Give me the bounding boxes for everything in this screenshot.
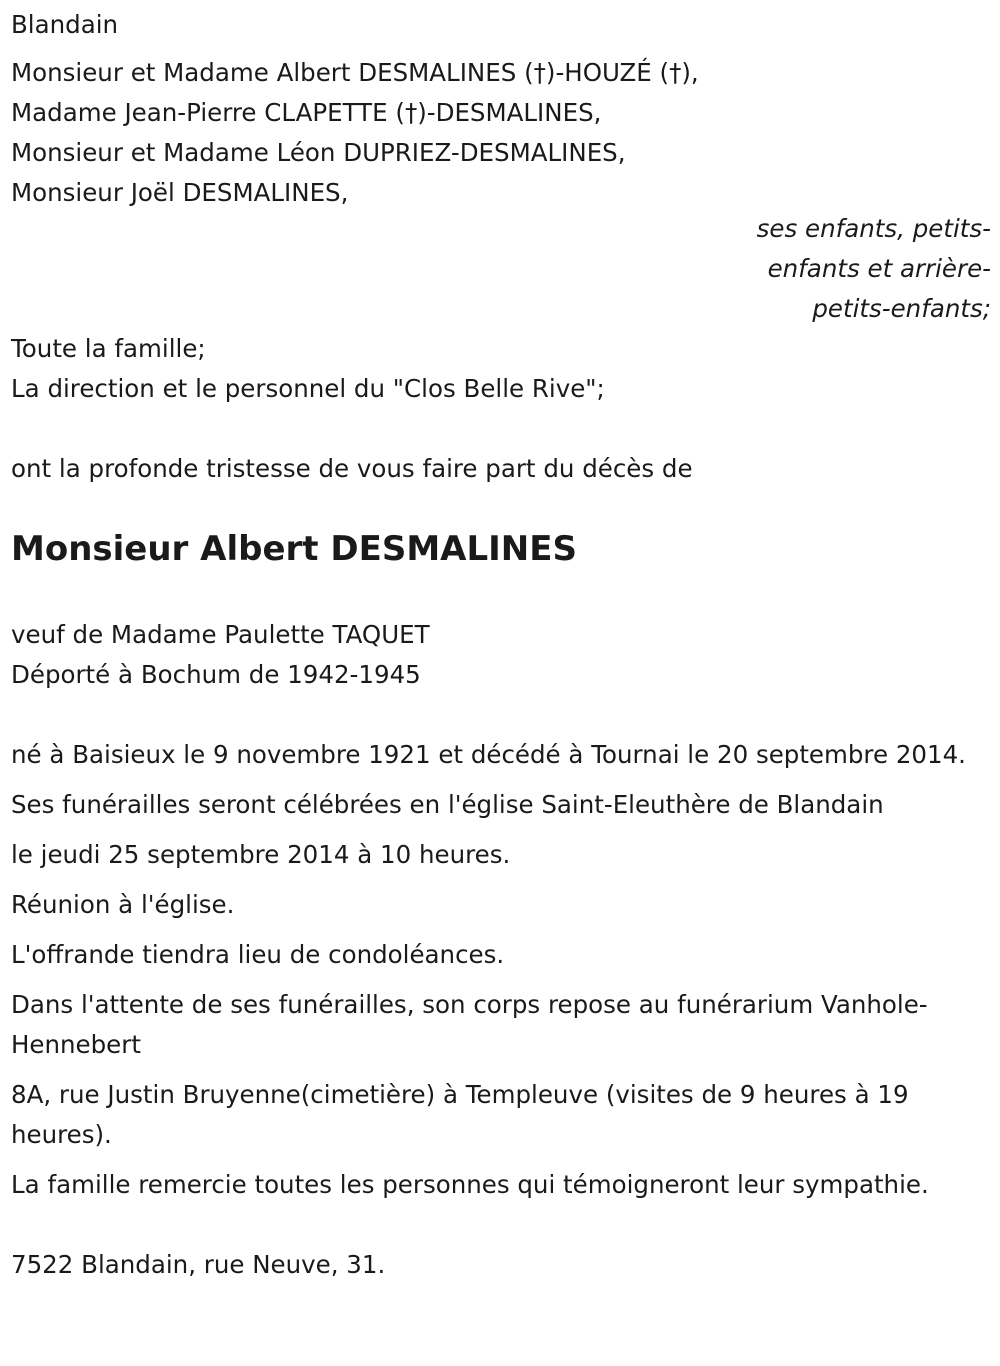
detail-line: Déporté à Bochum de 1942-1945 [11, 660, 421, 689]
detail-line: veuf de Madame Paulette TAQUET [11, 620, 430, 649]
condolences-paragraph: L'offrande tiendra lieu de condoléances. [11, 940, 505, 969]
address-line: 7522 Blandain, rue Neuve, 31. [11, 1250, 386, 1279]
family-line: Monsieur Joël DESMALINES, [11, 178, 349, 207]
others-line: La direction et le personnel du "Clos Belle Rive"; [11, 374, 605, 403]
town-name: Blandain [11, 10, 119, 39]
obituary-notice [11, 5, 991, 1285]
family-line: Monsieur et Madame Albert DESMALINES (†)-HOUZÉ (†), [11, 58, 699, 87]
visits-paragraph: 8A, rue Justin Bruyenne(cimetière) à Templeuve (visites de 9 heures à 19 heures). [11, 1080, 909, 1149]
family-line: Madame Jean-Pierre CLAPETTE (†)-DESMALINES, [11, 98, 602, 127]
deceased-name: Monsieur Albert DESMALINES [11, 529, 577, 569]
funerarium-paragraph: Dans l'attente de ses funérailles, son corps repose au funérarium Vanhole-Hennebert [11, 990, 928, 1059]
descendants-line: ses enfants, petits- [756, 214, 991, 243]
others-list [11, 329, 991, 409]
birth-death-paragraph: né à Baisieux le 9 novembre 1921 et décédé à Tournai le 20 septembre 2014. [11, 740, 966, 769]
others-line: Toute la famille; [11, 334, 206, 363]
descendants-line: petits-enfants; [812, 294, 991, 323]
deceased-details [11, 615, 991, 695]
funeral-church-paragraph: Ses funérailles seront célébrées en l'église Saint-Eleuthère de Blandain [11, 790, 884, 819]
announcement-text: ont la profonde tristesse de vous faire part du décès de [11, 454, 693, 483]
descendants-line: enfants et arrière- [767, 254, 991, 283]
meeting-paragraph: Réunion à l'église. [11, 890, 235, 919]
family-list [11, 53, 991, 213]
thanks-paragraph: La famille remercie toutes les personnes qui témoigneront leur sympathie. [11, 1170, 929, 1199]
family-line: Monsieur et Madame Léon DUPRIEZ-DESMALINES, [11, 138, 626, 167]
funeral-date-paragraph: le jeudi 25 septembre 2014 à 10 heures. [11, 840, 511, 869]
descendants-note [11, 209, 991, 329]
funeral-info [11, 735, 991, 1205]
